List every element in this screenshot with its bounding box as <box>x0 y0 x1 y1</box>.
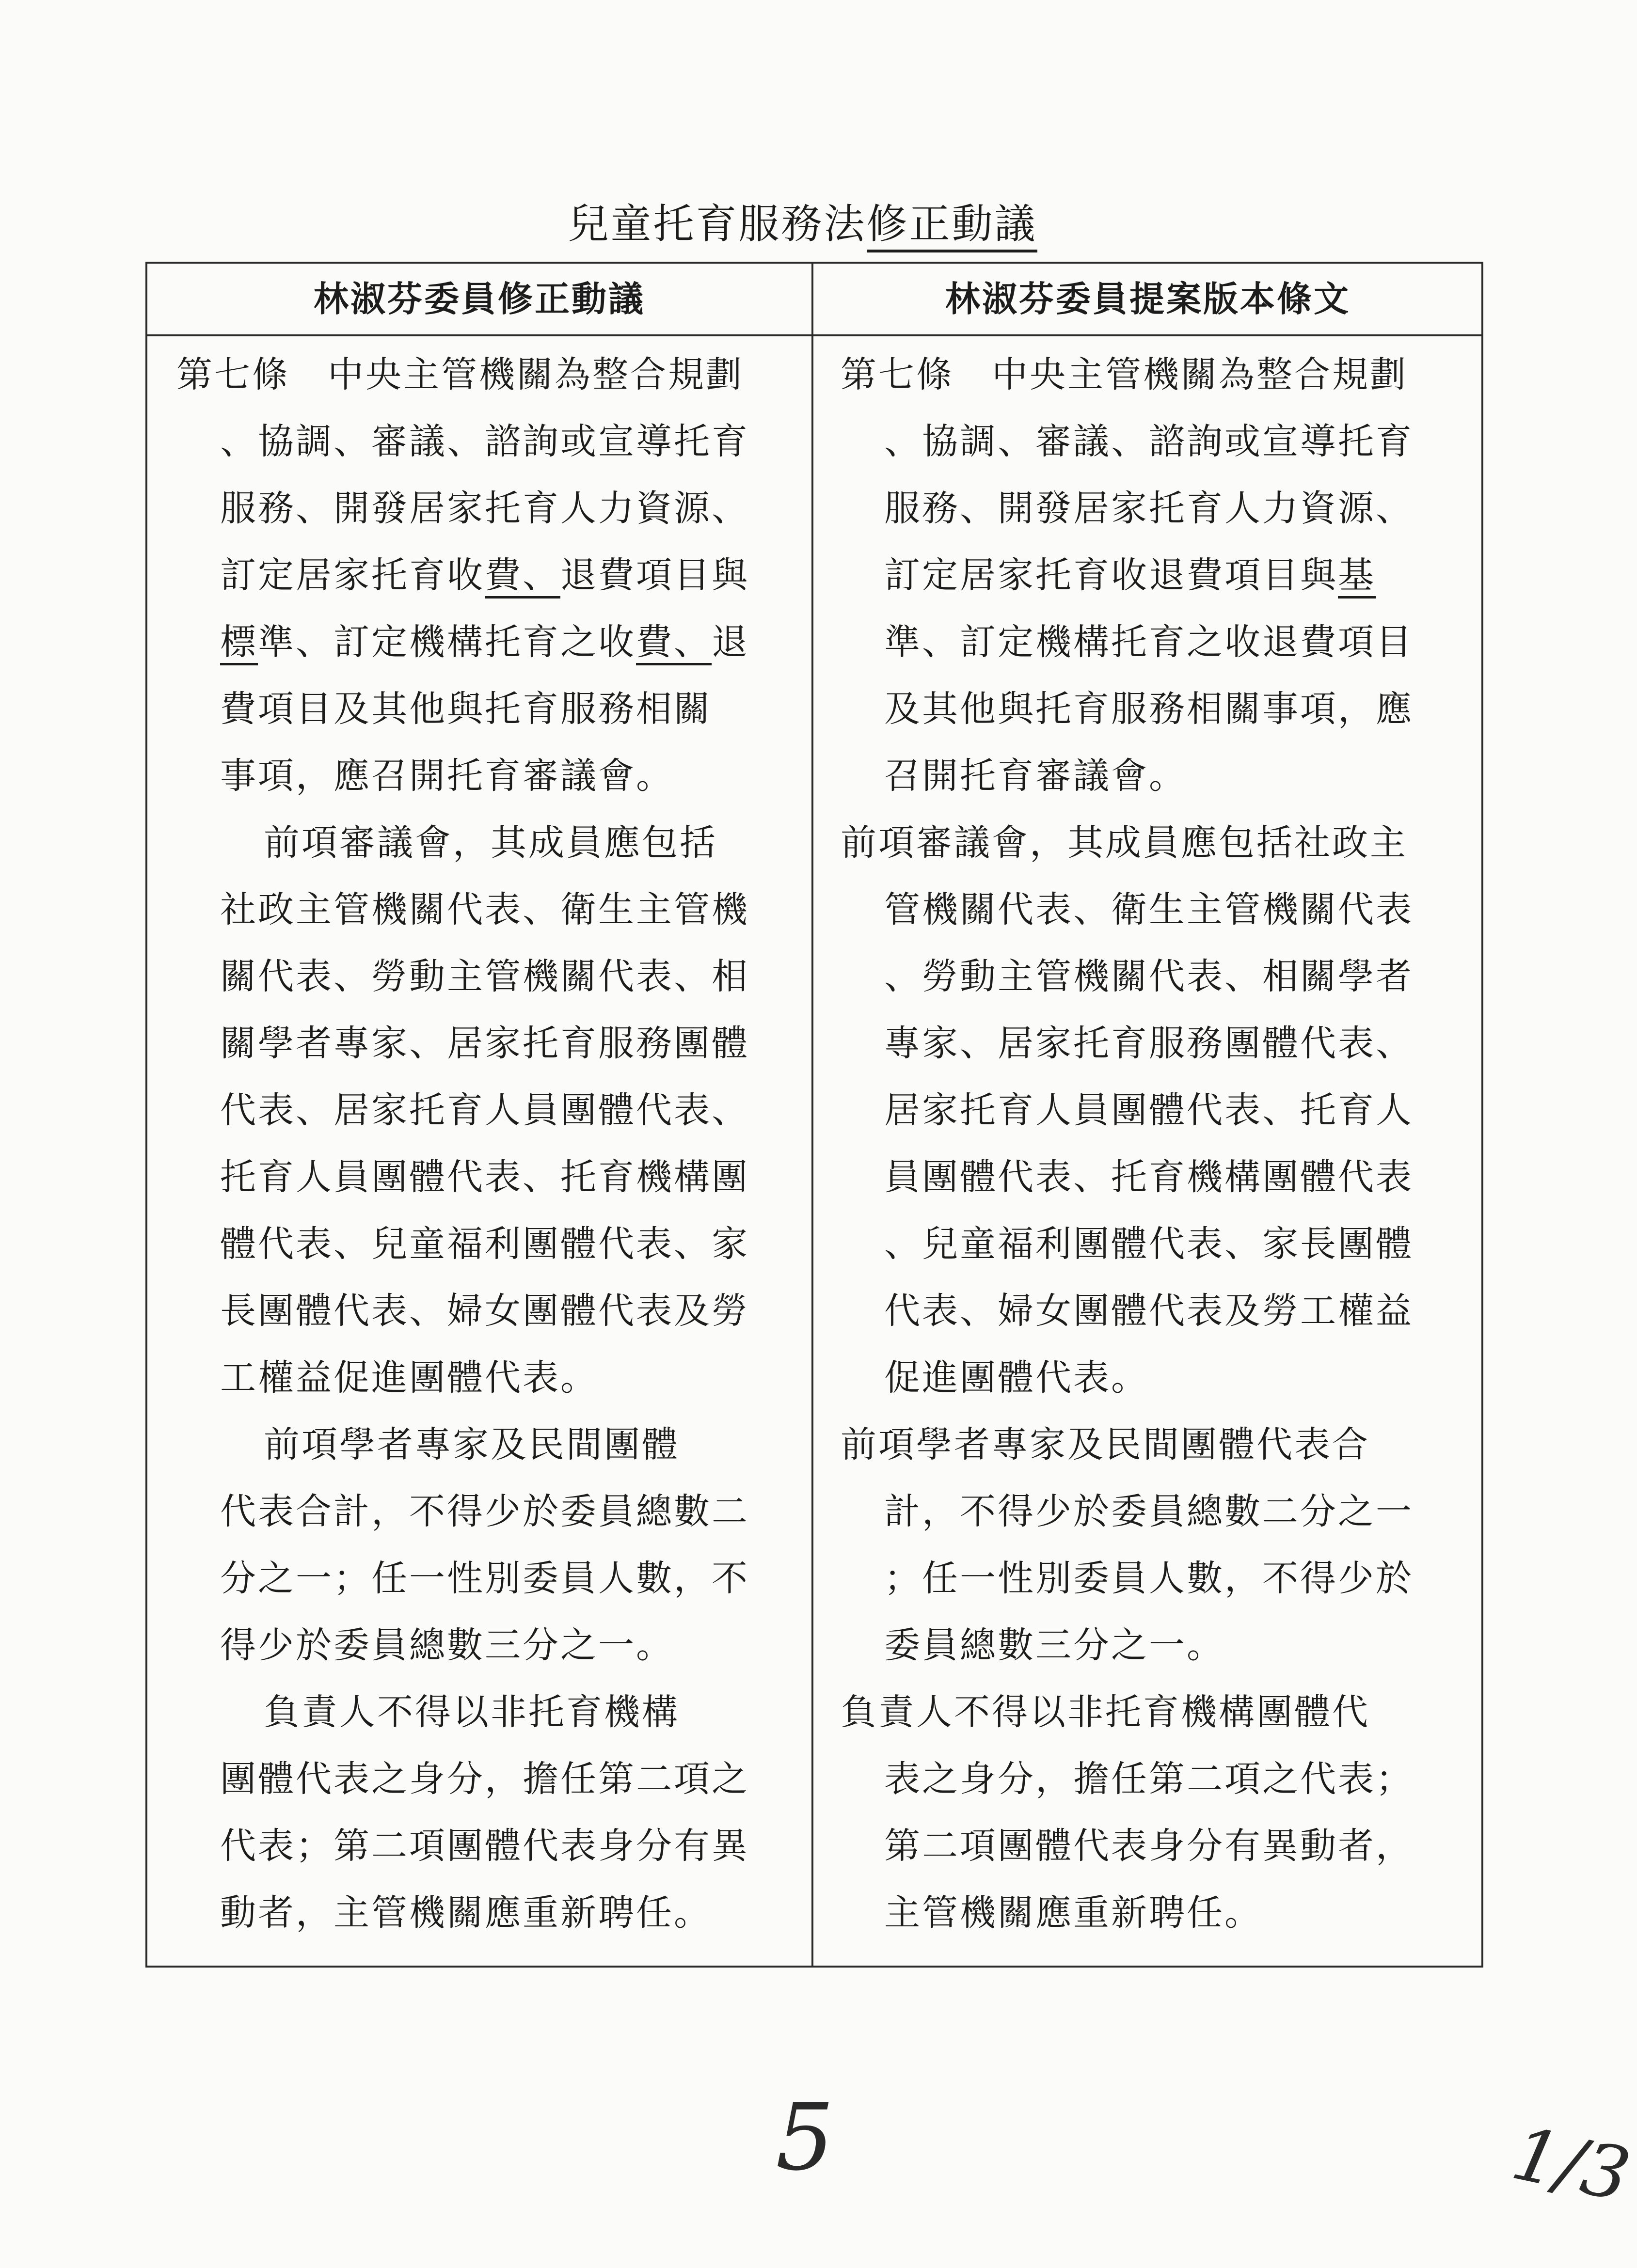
text-line: 第七條 中央主管機關為整合規劃 <box>176 354 744 395</box>
text-line: 專家、居家托育服務團體代表、 <box>884 1023 1414 1064</box>
text-line: 前項學者專家及民間團體代表合 <box>841 1424 1370 1465</box>
text-line: 促進團體代表。 <box>884 1357 1149 1399</box>
handwritten-sheet-fraction: 1/3 <box>1505 2111 1637 2219</box>
text-line: 準、訂定機構托育之收退費項目 <box>884 621 1414 663</box>
header-proposal-column: 林淑芬委員提案版本條文 <box>945 279 1351 319</box>
text-line: 居家托育人員團體代表、托育人 <box>884 1089 1414 1131</box>
text-line: 第七條 中央主管機關為整合規劃 <box>841 354 1408 395</box>
text-line <box>176 542 797 609</box>
underlined-insertion: 費、 <box>485 554 560 598</box>
text-line: 工權益促進團體代表。 <box>220 1357 598 1399</box>
text-segment: 退費項目與 <box>560 554 749 596</box>
text-line: 代表、居家托育人員團體代表、 <box>220 1089 749 1131</box>
text-line: 服務、開發居家托育人力資源、 <box>220 488 749 529</box>
text-line: 管機關代表、衛生主管機關代表 <box>884 889 1414 930</box>
text-line: 計，不得少於委員總數二分之一 <box>884 1491 1414 1532</box>
proposal-column-text <box>841 341 1471 1946</box>
motion-column-text <box>176 341 797 1946</box>
text-line: ；任一性別委員人數，不得少於 <box>884 1558 1414 1599</box>
handwritten-page-number: 5 <box>776 2084 834 2191</box>
text-line: 服務、開發居家托育人力資源、 <box>884 488 1414 529</box>
text-line: 托育人員團體代表、托育機構團 <box>220 1156 749 1198</box>
text-line: 事項，應召開托育審議會。 <box>220 755 674 797</box>
text-line: 表之身分，擔任第二項之代表； <box>884 1758 1414 1800</box>
text-line: 第二項團體代表身分有異動者， <box>884 1825 1414 1867</box>
text-line: 員團體代表、托育機構團體代表 <box>884 1156 1414 1198</box>
text-line: 召開托育審議會。 <box>884 755 1187 797</box>
header-motion-column: 林淑芬委員修正動議 <box>313 279 645 319</box>
underlined-insertion: 費、 <box>636 621 712 665</box>
text-line: 費項目及其他與托育服務相關 <box>220 688 712 730</box>
text-line: 、兒童福利團體代表、家長團體 <box>884 1223 1414 1265</box>
table-header-row <box>147 264 1481 336</box>
text-line: 、協調、審議、諮詢或宣導托育 <box>884 421 1414 462</box>
text-line <box>176 609 797 676</box>
amendment-comparison-table <box>145 262 1483 1968</box>
text-line: 動者，主管機關應重新聘任。 <box>220 1892 712 1934</box>
text-line: 得少於委員總數三分之一。 <box>220 1624 674 1666</box>
text-line: 前項學者專家及民間團體 <box>264 1424 680 1465</box>
title-prefix: 兒童托育服務法 <box>568 200 867 248</box>
text-segment: 訂定居家托育收 <box>220 554 485 596</box>
text-line: 分之一；任一性別委員人數，不 <box>220 1558 749 1599</box>
text-line: 前項審議會，其成員應包括社政主 <box>841 822 1408 864</box>
text-line: 、協調、審議、諮詢或宣導托育 <box>220 421 749 462</box>
text-line: 代表合計，不得少於委員總數二 <box>220 1491 749 1532</box>
text-line: 社政主管機關代表、衛生主管機 <box>220 889 749 930</box>
text-line: 代表、婦女團體代表及勞工權益 <box>884 1290 1414 1332</box>
document-title <box>0 191 1605 250</box>
text-segment: 退 <box>712 621 749 663</box>
underlined-insertion: 標 <box>220 621 258 665</box>
text-segment: 準、訂定機構托育之收 <box>258 621 636 663</box>
text-line: 、勞動主管機關代表、相關學者 <box>884 956 1414 997</box>
text-line: 負責人不得以非托育機構 <box>264 1691 680 1733</box>
text-line: 長團體代表、婦女團體代表及勞 <box>220 1290 749 1332</box>
text-line: 主管機關應重新聘任。 <box>884 1892 1262 1934</box>
text-line <box>841 542 1471 609</box>
text-line: 團體代表之身分，擔任第二項之 <box>220 1758 749 1800</box>
text-segment: 訂定居家托育收退費項目與 <box>884 554 1338 596</box>
text-line: 代表；第二項團體代表身分有異 <box>220 1825 749 1867</box>
text-line: 委員總數三分之一。 <box>884 1624 1224 1666</box>
title-underlined: 修正動議 <box>867 200 1037 252</box>
underlined-text: 基 <box>1338 554 1376 598</box>
text-line: 前項審議會，其成員應包括 <box>264 822 717 864</box>
text-line: 關學者專家、居家托育服務團體 <box>220 1023 749 1064</box>
text-line: 及其他與托育服務相關事項，應 <box>884 688 1414 730</box>
text-line: 體代表、兒童福利團體代表、家 <box>220 1223 749 1265</box>
column-divider <box>811 264 813 1966</box>
text-line: 負責人不得以非托育機構團體代 <box>841 1691 1370 1733</box>
text-line: 關代表、勞動主管機關代表、相 <box>220 956 749 997</box>
